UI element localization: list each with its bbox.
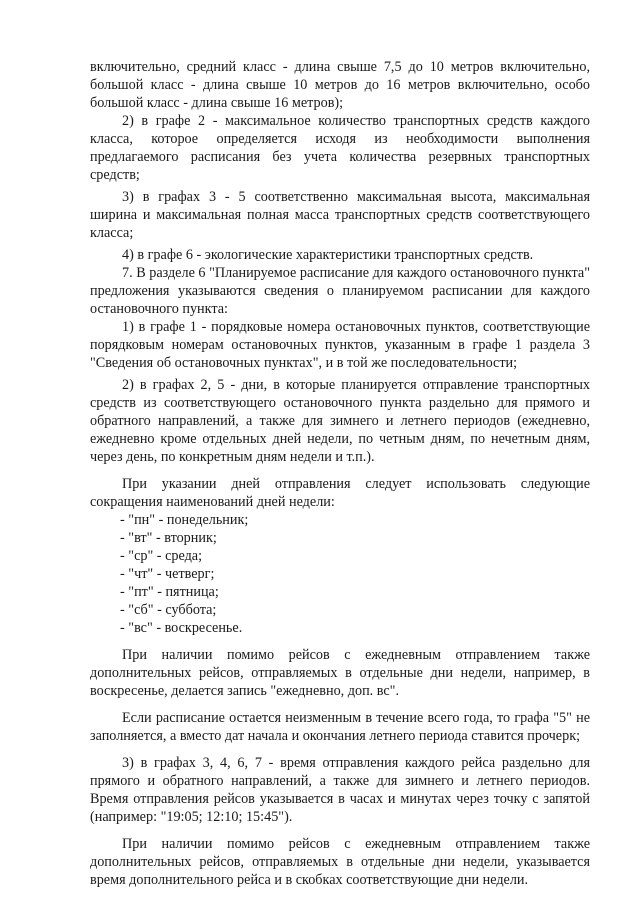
paragraph-sec7-columns-2-5: 2) в графах 2, 5 - дни, в которые планируется отправление транспортных средств из соответствующего остановочного пункта раздельно для прямого и обратного направлений, а также для зимнего и летнего периодов (ежедневно, ежедневно кроме отдельных дней недели, по четным дням, по нечетным дням, через день, по конкретным дням недели и т.п.). [90,377,590,465]
list-item: - "пт" - пятница; [120,584,219,600]
list-item: - "чт" - четверг; [120,566,215,582]
paragraph-vehicle-classes-continued: включительно, средний класс - длина свыше 7,5 до 10 метров включительно, большой класс - длина свыше 10 метров до 16 метров включительно, особо большой класс - длина свыше 16 метров); [90,59,590,111]
paragraph-columns-3-5: 3) в графах 3 - 5 соответственно максимальная высота, максимальная ширина и максимальная полная масса транспортных средств соответствующего класса; [90,189,590,241]
paragraph-column-2: 2) в графе 2 - максимальное количество транспортных средств каждого класса, которое определяется исходя из необходимости выполнения предлагаемого расписания без учета количества резервных транспортных средств; [90,113,590,183]
list-item: - "вс" - воскресенье. [120,620,243,636]
paragraph-unchanged-schedule: Если расписание остается неизменным в течение всего года, то графа "5" не заполняется, а вместо дат начала и окончания летнего периода ставится прочерк; [90,710,590,744]
list-item: - "пн" - понедельник; [120,512,249,528]
day-abbreviation-list [90,511,590,637]
list-item: - "сб" - суббота; [120,602,217,618]
list-item: - "ср" - среда; [120,548,203,564]
list-item: - "вт" - вторник; [120,530,217,546]
paragraph-additional-trip-time: При наличии помимо рейсов с ежедневным отправлением также дополнительных рейсов, отправляемых в отдельные дни недели, указывается время дополнительного рейса и в скобках соответствующие дни недели. [90,836,590,888]
paragraph-columns-3-4-6-7: 3) в графах 3, 4, 6, 7 - время отправления каждого рейса раздельно для прямого и обратного направлений, а также для зимнего и летнего периодов. Время отправления рейсов указывается в часах и минутах через точку с запятой (например: "19:05; 12:10; 15:45"). [90,755,590,825]
paragraph-day-abbreviations-intro: При указании дней отправления следует использовать следующие сокращения наименований дней недели: [90,476,590,510]
paragraph-sec7-column-1: 1) в графе 1 - порядковые номера остановочных пунктов, соответствующие порядковым номерам остановочных пунктов, указанным в графе 1 раздела 3 "Сведения об остановочных пунктах", и в той же последовательности; [90,319,590,371]
paragraph-section-7: 7. В разделе 6 "Планируемое расписание для каждого остановочного пункта" предложения указываются сведения о планируемом расписании для каждого остановочного пункта: [90,265,590,317]
paragraph-column-6: 4) в графе 6 - экологические характеристики транспортных средств. [122,247,534,263]
paragraph-additional-trips: При наличии помимо рейсов с ежедневным отправлением также дополнительных рейсов, отправляемых в отдельные дни недели, например, в воскресенье, делается запись "ежедневно, доп. вс". [90,647,590,699]
document-page [90,58,590,889]
